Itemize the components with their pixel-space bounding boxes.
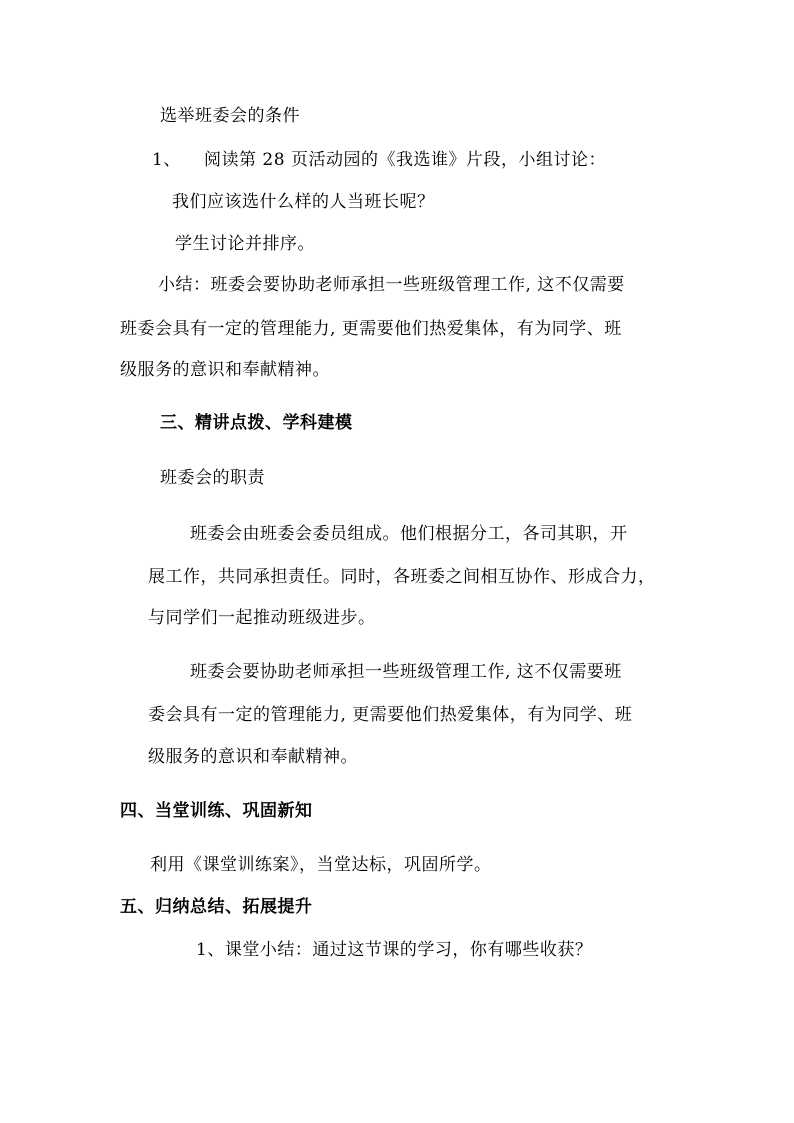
section-heading-3: 三、精讲点拨、学科建模	[160, 413, 353, 433]
duties-paragraph-1-line-3: 与同学们一起推动班级进步。	[148, 608, 376, 628]
duties-paragraph-1-line-1: 班委会由班委会委员组成。他们根据分工，各司其职，开	[190, 524, 628, 544]
summary-line-2: 班委会具有一定的管理能力, 更需要他们热爱集体，有为同学、班	[120, 319, 622, 339]
duties-paragraph-1-line-2: 展工作，共同承担责任。同时，各班委之间相互协作、形成合力，	[148, 567, 656, 587]
list-item-1-text: 阅读第 28 页活动园的《我选谁》片段，小组讨论：	[204, 150, 606, 170]
duties-paragraph-2-line-3: 级服务的意识和奉献精神。	[148, 747, 358, 767]
duties-heading: 班委会的职责	[160, 468, 265, 488]
list-item-1	[152, 148, 606, 172]
section-heading-5: 五、归纳总结、拓展提升	[120, 897, 313, 917]
list-item-1-number: 1、	[152, 150, 181, 170]
section-heading-4: 四、当堂训练、巩固新知	[120, 801, 313, 821]
duties-paragraph-2-line-1: 班委会要协助老师承担一些班级管理工作, 这不仅需要班	[190, 662, 622, 682]
discussion-question: 我们应该选什么样的人当班长呢？	[172, 192, 435, 212]
duties-paragraph-2-line-2: 委会具有一定的管理能力, 更需要他们热爱集体，有为同学、班	[148, 705, 633, 725]
students-discuss-text: 学生讨论并排序。	[175, 234, 315, 254]
training-text: 利用《课堂训练案》，当堂达标，巩固所学。	[150, 855, 492, 875]
summary-line-1: 小结：班委会要协助老师承担一些班级管理工作, 这不仅需要	[158, 275, 625, 295]
class-summary-item: 1、课堂小结：通过这节课的学习，你有哪些收获？	[196, 940, 593, 960]
criteria-heading: 选举班委会的条件	[160, 106, 300, 126]
summary-line-3: 级服务的意识和奉献精神。	[120, 360, 330, 380]
